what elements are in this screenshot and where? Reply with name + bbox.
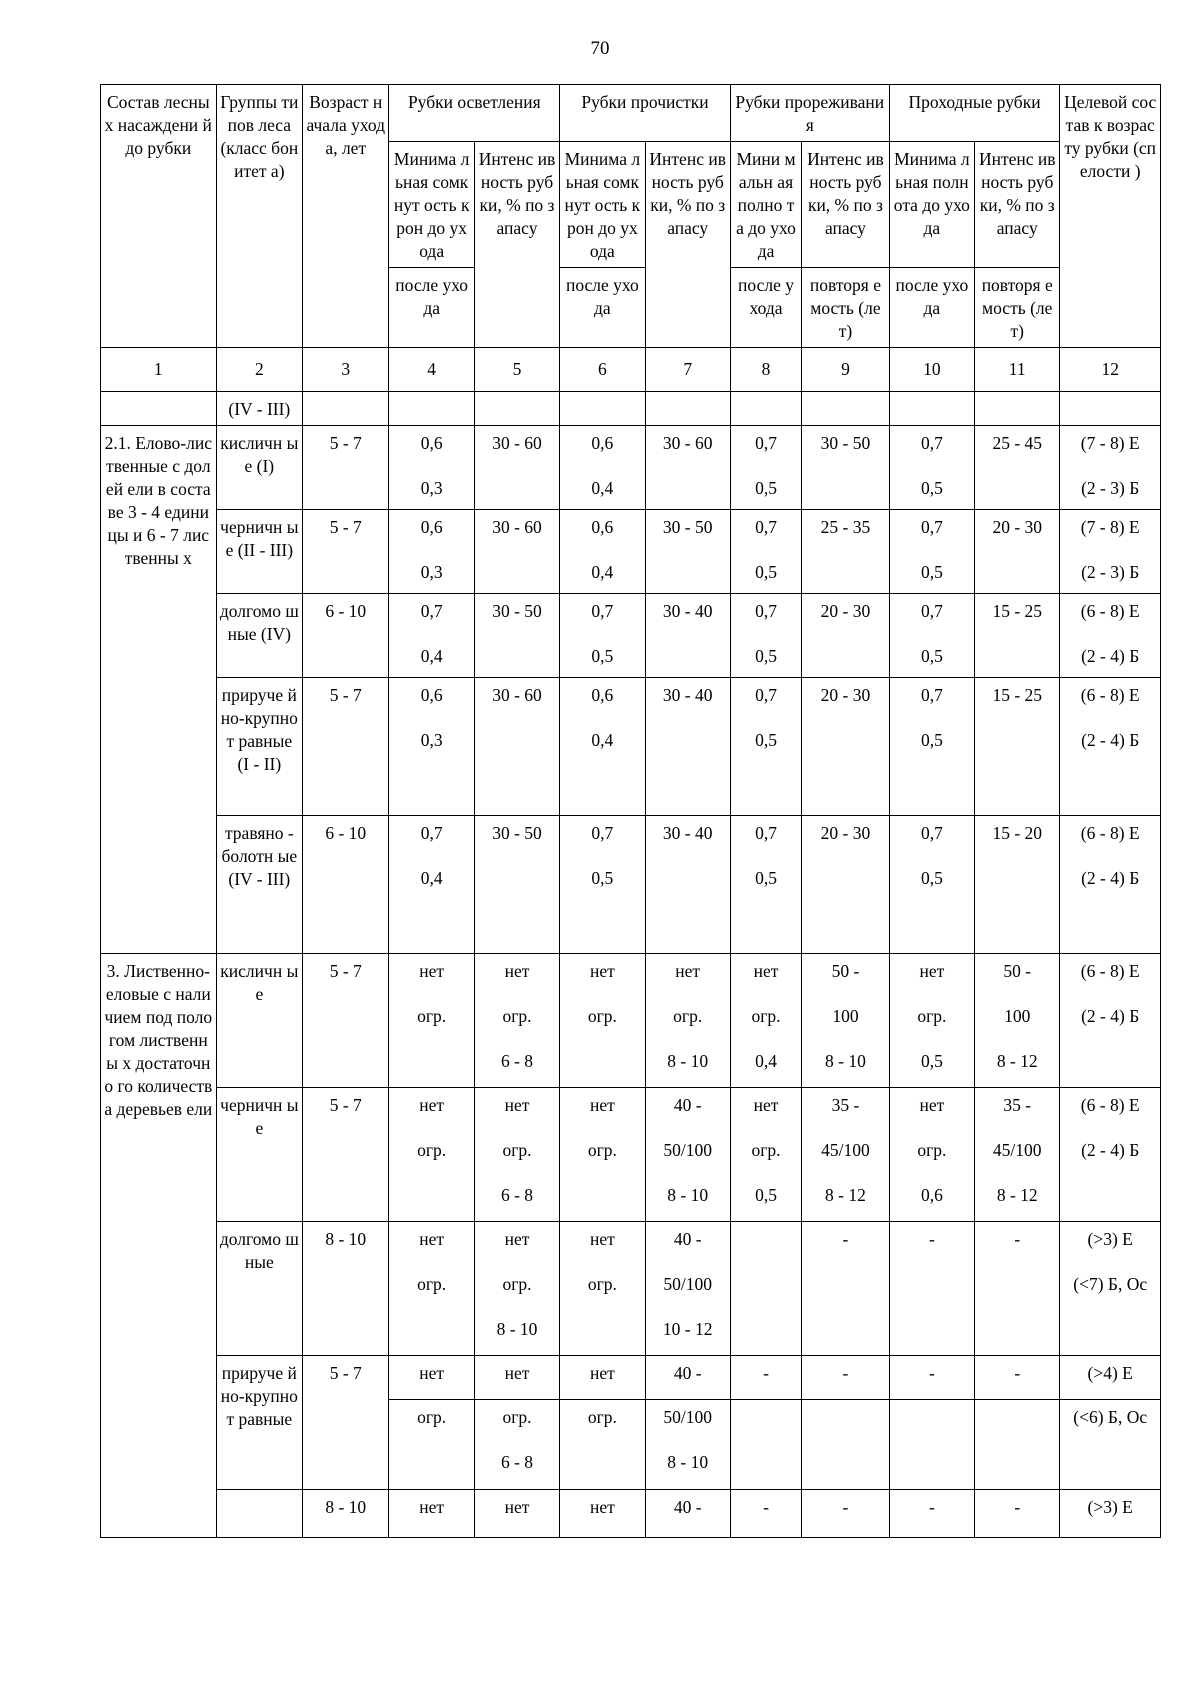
table-cell: (>3) Е (<7) Б, Ос [1060, 1222, 1161, 1356]
table-cell: 0,6 0,4 [560, 678, 645, 816]
table-cell: 30 - 50 [645, 510, 730, 594]
table-cell: черничн ые (II - III) [216, 510, 302, 594]
group-label-2-1: 2.1. Елово-лиственные с долей ели в составе 3 - 4 единицы и 6 - 7 лиственны х [101, 426, 217, 954]
table-cell: 20 - 30 [802, 678, 890, 816]
col-num: 6 [560, 348, 645, 392]
table-cell: нет огр. 0,6 [889, 1088, 974, 1222]
table-cell: (>4) Е [1060, 1356, 1161, 1400]
col-num: 11 [975, 348, 1060, 392]
table-cell: нет [474, 1356, 559, 1400]
table-cell: прируче йно-крупнот равные [216, 1356, 302, 1490]
table-cell: нет огр. [560, 1088, 645, 1222]
table-cell: кисличн ые (I) [216, 426, 302, 510]
table-cell: 40 - 50/100 8 - 10 [645, 1088, 730, 1222]
table-cell: (6 - 8) Е (2 - 4) Б [1060, 678, 1161, 816]
table-cell [389, 392, 474, 426]
table-cell: 0,7 0,4 [389, 594, 474, 678]
table-cell: огр. [560, 1400, 645, 1490]
table-cell: нет огр. 8 - 10 [645, 954, 730, 1088]
table-cell: нет огр. 8 - 10 [474, 1222, 559, 1356]
table-cell: 35 - 45/100 8 - 12 [975, 1088, 1060, 1222]
table-cell: - [730, 1356, 801, 1400]
table-cell: травяно - болотн ые (IV - III) [216, 816, 302, 954]
page-number: 70 [590, 38, 610, 59]
table-cell: 30 - 50 [474, 594, 559, 678]
header-c6-bot: после ухода [560, 268, 645, 348]
table-cell: - [889, 1222, 974, 1356]
table-cell: 0,6 0,4 [560, 510, 645, 594]
table-cell: 5 - 7 [303, 678, 389, 816]
table-row [101, 426, 1161, 510]
table-cell: нет огр. [389, 1088, 474, 1222]
table-cell [802, 1400, 890, 1490]
table-row [101, 1088, 1161, 1222]
col-num: 9 [802, 348, 890, 392]
table-cell [303, 392, 389, 426]
header-c8-bot: после ухода [730, 268, 801, 348]
table-cell: - [975, 1222, 1060, 1356]
table-cell: - [975, 1356, 1060, 1400]
table-cell [975, 1400, 1060, 1490]
table-row [101, 954, 1161, 1088]
table-cell: 5 - 7 [303, 954, 389, 1088]
table-cell: 15 - 25 [975, 678, 1060, 816]
table-cell: (6 - 8) Е (2 - 4) Б [1060, 594, 1161, 678]
table-cell: - [802, 1490, 890, 1538]
header-c6-top: Минима льная сомкнут ость крон до ухода [560, 142, 645, 268]
table-cell: нет огр. [560, 1222, 645, 1356]
col-num: 3 [303, 348, 389, 392]
header-start-age: Возраст начала ухода, лет [303, 85, 389, 348]
table-cell: 35 - 45/100 8 - 12 [802, 1088, 890, 1222]
table-row [101, 816, 1161, 954]
table-cell: (7 - 8) Е (2 - 3) Б [1060, 426, 1161, 510]
table-cell: 8 - 10 [303, 1490, 389, 1538]
table-cell: кисличн ые [216, 954, 302, 1088]
header-c4-top: Минима льная сомкнут ость крон до ухода [389, 142, 474, 268]
table-cell: - [975, 1490, 1060, 1538]
table-cell: 40 - 50/100 10 - 12 [645, 1222, 730, 1356]
header-thinning-cuts: Рубки прореживания [730, 85, 889, 142]
table-cell: нет [474, 1490, 559, 1538]
forest-care-table [100, 84, 1161, 1538]
col-num: 10 [889, 348, 974, 392]
col-num: 7 [645, 348, 730, 392]
header-c11-bot: повторя емость (лет) [975, 268, 1060, 348]
table-cell [474, 392, 559, 426]
table-cell: 40 - [645, 1490, 730, 1538]
table-cell: - [730, 1490, 801, 1538]
table-cell: 25 - 45 [975, 426, 1060, 510]
table-cell: 30 - 60 [474, 678, 559, 816]
table-cell: 0,7 0,5 [730, 816, 801, 954]
table-cell [101, 392, 217, 426]
table-cell: долгомо шные [216, 1222, 302, 1356]
table-cell: 0,7 0,4 [389, 816, 474, 954]
table-cell: 5 - 7 [303, 426, 389, 510]
header-target-composition: Целевой состав к возрасту рубки (спелости ) [1060, 85, 1161, 348]
group-label-3: 3. Лиственно-еловые с наличием под пологом лиственны х достаточно го количества деревьев ели [101, 954, 217, 1538]
table-cell: 0,7 0,5 [730, 678, 801, 816]
header-release-cuts: Рубки прочистки [560, 85, 731, 142]
column-number-row [101, 348, 1161, 392]
header-c11-top: Интенс ивность рубки, % по запасу [975, 142, 1060, 268]
table-cell: 30 - 50 [474, 816, 559, 954]
header-forest-type-groups: Группы типов леса (класс бонитет а) [216, 85, 302, 348]
table-cell: - [889, 1356, 974, 1400]
table-cell [730, 392, 801, 426]
table-cell: 20 - 30 [802, 594, 890, 678]
table-row [101, 1222, 1161, 1356]
table-cell: 0,6 0,4 [560, 426, 645, 510]
table-cell: 5 - 7 [303, 1356, 389, 1490]
table-cell: (6 - 8) Е (2 - 4) Б [1060, 1088, 1161, 1222]
table-cell: 50 - 100 8 - 10 [802, 954, 890, 1088]
header-composition: Состав лесных насаждени й до рубки [101, 85, 217, 348]
table-cell: - [802, 1222, 890, 1356]
table-cell: 6 - 10 [303, 816, 389, 954]
header-c5: Интенс ивность рубки, % по запасу [474, 142, 559, 348]
table-cell: 0,6 0,3 [389, 678, 474, 816]
table-cell: 20 - 30 [975, 510, 1060, 594]
header-row-1 [101, 85, 1161, 142]
table-cell: 0,6 0,3 [389, 426, 474, 510]
table-cell: 40 - [645, 1356, 730, 1400]
table-cell: 0,7 0,5 [730, 594, 801, 678]
table-cell: черничн ые [216, 1088, 302, 1222]
header-c10-top: Минима льная полнота до ухода [889, 142, 974, 268]
table-cell: 0,7 0,5 [560, 816, 645, 954]
table-cell: 50/100 8 - 10 [645, 1400, 730, 1490]
table-cell [216, 1490, 302, 1538]
table-cell: (>3) Е [1060, 1490, 1161, 1538]
table-cell [560, 392, 645, 426]
table-cell [802, 392, 890, 426]
header-c7: Интенс ивность рубки, % по запасу [645, 142, 730, 348]
table-cell: нет [389, 1356, 474, 1400]
col-num: 2 [216, 348, 302, 392]
table-cell: 30 - 60 [474, 510, 559, 594]
table-cell: 0,7 0,5 [889, 678, 974, 816]
table-cell: нет [560, 1356, 645, 1400]
table-cell: 0,7 0,5 [730, 510, 801, 594]
table-cell: огр. 6 - 8 [474, 1400, 559, 1490]
table-cell: (6 - 8) Е (2 - 4) Б [1060, 816, 1161, 954]
table-cell: 0,6 0,3 [389, 510, 474, 594]
table-row [101, 594, 1161, 678]
header-c8-top: Мини мальн ая полно та до ухода [730, 142, 801, 268]
table-cell: 0,7 0,5 [730, 426, 801, 510]
table-cell [645, 392, 730, 426]
header-c9-bot: повторя емость (лет) [802, 268, 890, 348]
table-cell: 0,7 0,5 [889, 510, 974, 594]
table-cell [975, 392, 1060, 426]
table-cell: - [889, 1490, 974, 1538]
col-num: 4 [389, 348, 474, 392]
table-cell: нет [560, 1490, 645, 1538]
table-row [101, 678, 1161, 816]
table-cell: нет огр. 6 - 8 [474, 1088, 559, 1222]
table-cell: 30 - 40 [645, 594, 730, 678]
table-row [101, 1356, 1161, 1400]
table-row [101, 1490, 1161, 1538]
col-num: 12 [1060, 348, 1161, 392]
col-num: 5 [474, 348, 559, 392]
carry-over-row [101, 392, 1161, 426]
table-cell: 30 - 50 [802, 426, 890, 510]
col-num: 8 [730, 348, 801, 392]
table-cell: нет огр. [389, 1222, 474, 1356]
table-cell: 0,7 0,5 [889, 594, 974, 678]
table-cell: - [802, 1356, 890, 1400]
table-row [101, 510, 1161, 594]
table-cell: (7 - 8) Е (2 - 3) Б [1060, 510, 1161, 594]
table-cell: (6 - 8) Е (2 - 4) Б [1060, 954, 1161, 1088]
table-cell: нет огр. 0,5 [889, 954, 974, 1088]
table-cell: нет огр. 6 - 8 [474, 954, 559, 1088]
table-cell: 20 - 30 [802, 816, 890, 954]
table-cell: 30 - 60 [474, 426, 559, 510]
header-c10-bot: после ухода [889, 268, 974, 348]
table-cell [1060, 392, 1161, 426]
table-cell: 8 - 10 [303, 1222, 389, 1356]
header-c9-top: Интенс ивность рубки, % по запасу [802, 142, 890, 268]
table-cell: прируче йно-крупнот равные (I - II) [216, 678, 302, 816]
col-num: 1 [101, 348, 217, 392]
table-cell: 0,7 0,5 [889, 426, 974, 510]
table-cell [889, 1400, 974, 1490]
table-cell: нет огр. [389, 954, 474, 1088]
table-cell: огр. [389, 1400, 474, 1490]
table-cell: нет огр. 0,4 [730, 954, 801, 1088]
header-c4-bot: после ухода [389, 268, 474, 348]
table-cell: 0,7 0,5 [560, 594, 645, 678]
table-cell [730, 1400, 801, 1490]
table-cell: нет [389, 1490, 474, 1538]
table-cell: нет огр. [560, 954, 645, 1088]
table-cell: (IV - III) [216, 392, 302, 426]
header-cleaning-cuts: Рубки осветления [389, 85, 560, 142]
table-cell: (<6) Б, Ос [1060, 1400, 1161, 1490]
table-cell: 30 - 40 [645, 816, 730, 954]
table-cell: 50 - 100 8 - 12 [975, 954, 1060, 1088]
table-cell: 0,7 0,5 [889, 816, 974, 954]
header-passage-cuts: Проходные рубки [889, 85, 1060, 142]
table-cell: 30 - 40 [645, 678, 730, 816]
table-cell: 25 - 35 [802, 510, 890, 594]
table-cell: 15 - 20 [975, 816, 1060, 954]
table-cell: 30 - 60 [645, 426, 730, 510]
table-cell: 6 - 10 [303, 594, 389, 678]
table-cell: 15 - 25 [975, 594, 1060, 678]
table-cell: 5 - 7 [303, 510, 389, 594]
table-cell [889, 392, 974, 426]
table-cell: долгомо шные (IV) [216, 594, 302, 678]
table-cell: нет огр. 0,5 [730, 1088, 801, 1222]
table-cell [730, 1222, 801, 1356]
table-cell: 5 - 7 [303, 1088, 389, 1222]
